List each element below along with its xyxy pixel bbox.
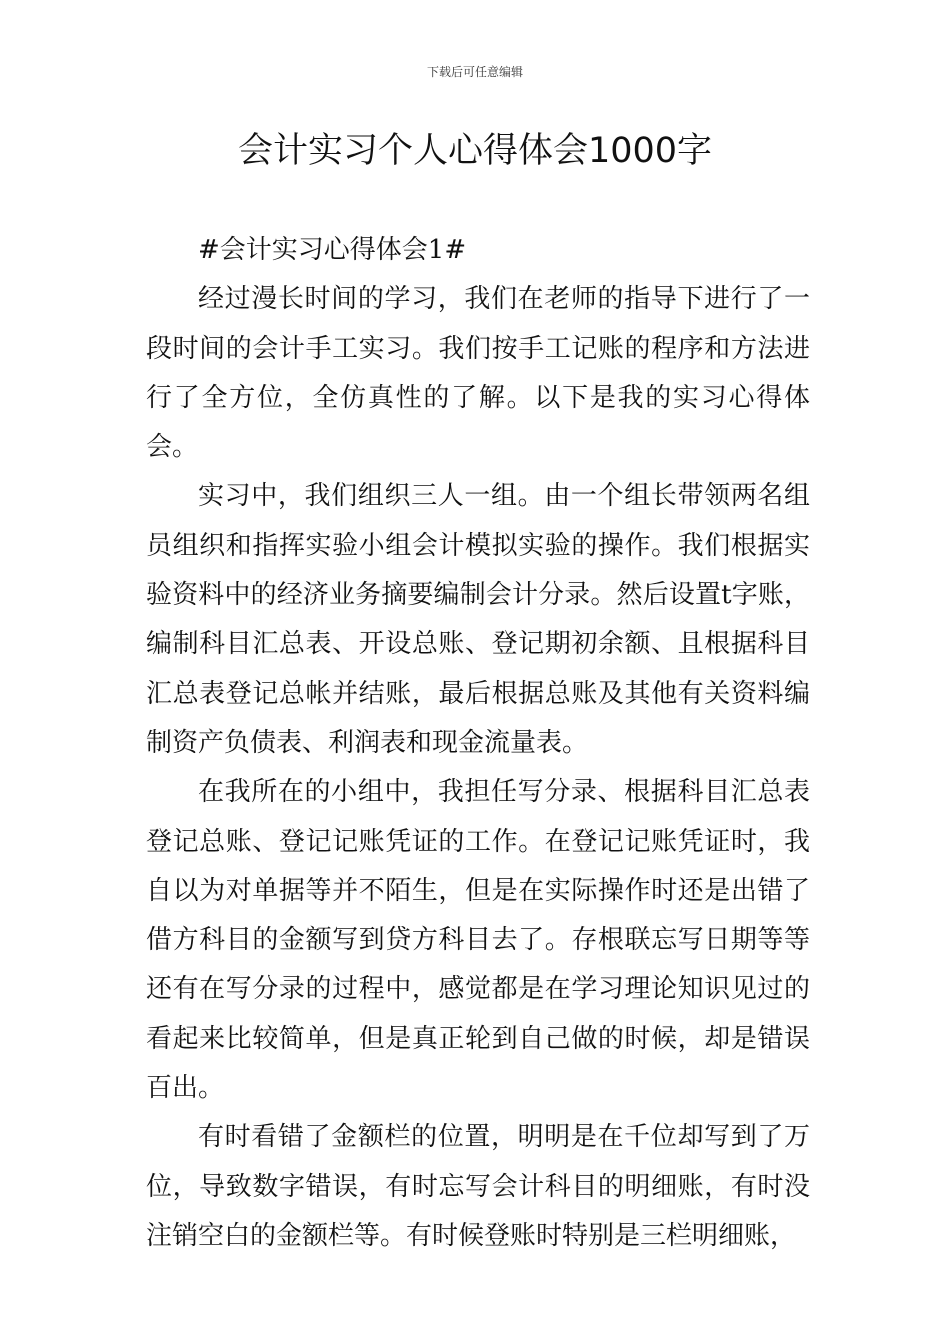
page-header-note: 下载后可任意编辑 <box>426 65 523 79</box>
document-title: 会计实习个人心得体会1000字 <box>237 131 713 171</box>
section-heading: #会计实习心得体会1# <box>198 235 467 265</box>
body-paragraph-4: 有时看错了金额栏的位置，明明是在千位却写到了万位，导致数字错误，有时忘写会计科目的明细账，有时没注销空白的金额栏等。有时候登账时特别是三栏明细账， <box>146 1122 810 1251</box>
body-paragraph-2: 实习中，我们组织三人一组。由一个组长带领两名组员组织和指挥实验小组会计模拟实验的操作。我们根据实验资料中的经济业务摘要编制会计分录。然后设置t字账，编制科目汇总表、开设总账、登记期初余额、且根据科目汇总表登记总帐并结账，最后根据总账及其他有关资料编制资产负债表、利润表和现金流量表。 <box>146 481 810 758</box>
body-paragraph-3: 在我所在的小组中，我担任写分录、根据科目汇总表登记总账、登记记账凭证的工作。在登记记账凭证时，我自以为对单据等并不陌生，但是在实际操作时还是出错了借方科目的金额写到贷方科目去了。存根联忘写日期等等还有在写分录的过程中，感觉都是在学习理论知识见过的看起来比较简单，但是真正轮到自己做的时候，却是错误百出。 <box>146 777 810 1104</box>
body-paragraph-1: 经过漫长时间的学习，我们在老师的指导下进行了一段时间的会计手工实习。我们按手工记账的程序和方法进行了全方位，全仿真性的了解。以下是我的实习心得体会。 <box>146 284 810 463</box>
document-body <box>146 226 810 1261</box>
